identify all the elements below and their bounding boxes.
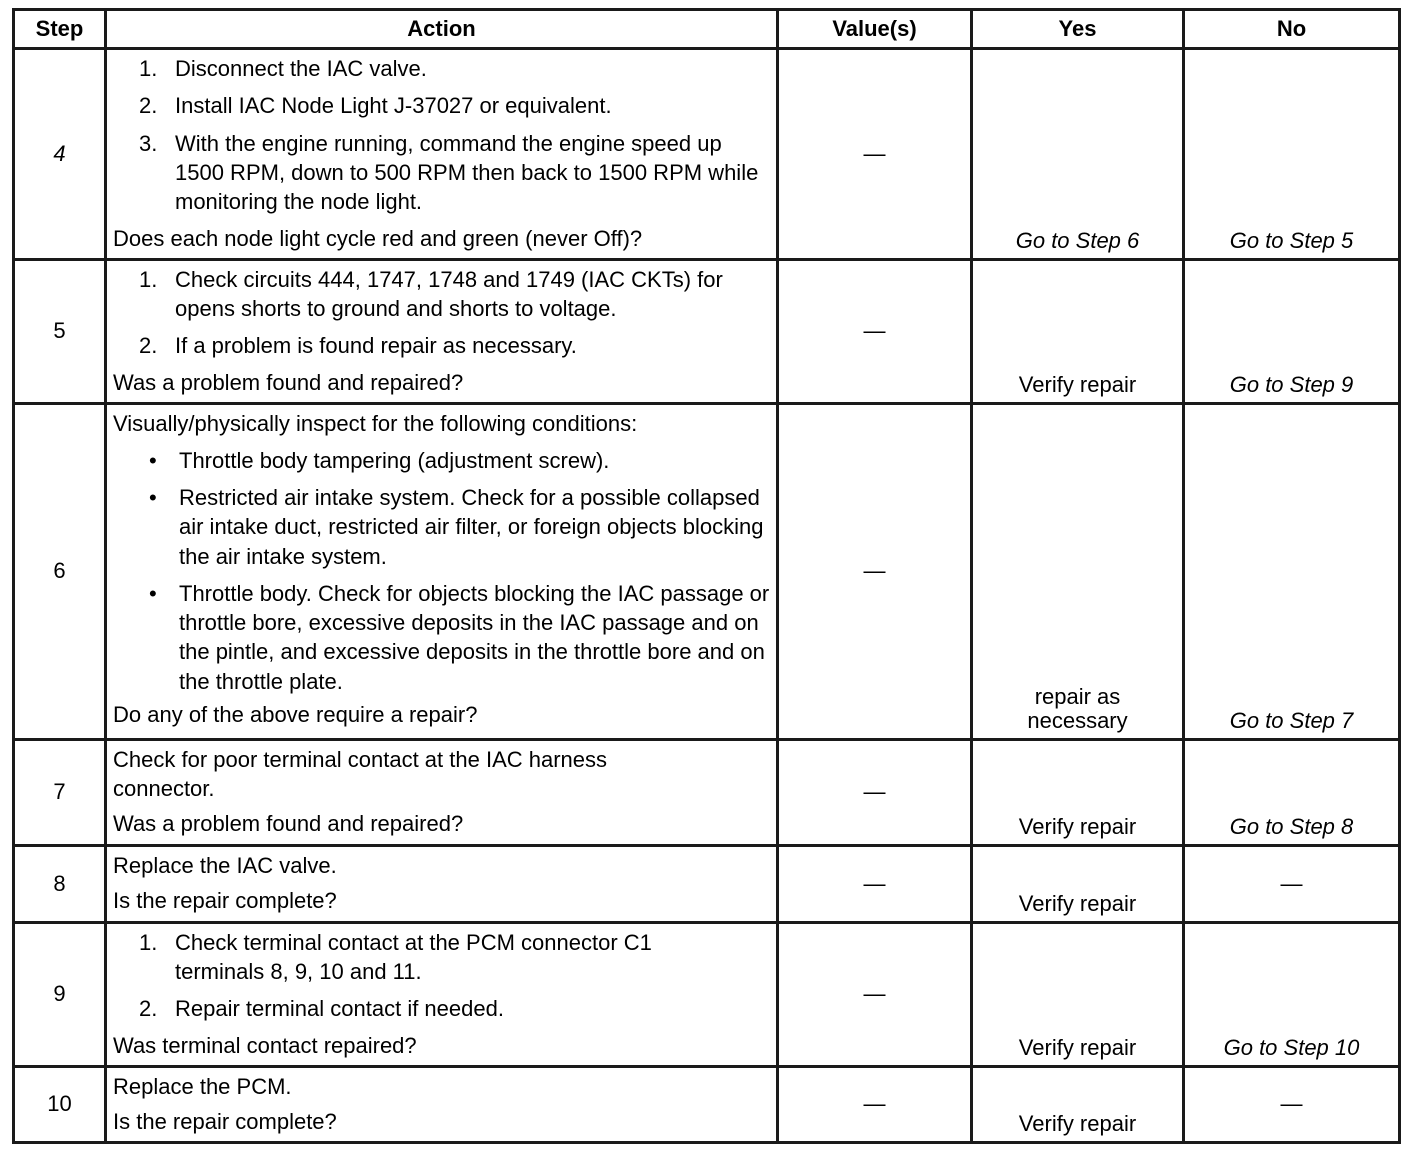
list-item: • Throttle body. Check for objects blocking the IAC passage or throttle bore, excessive deposits in the IAC passage and on the pintle, and excessive deposits in the throttle bore and on the throttle plate. <box>149 580 770 694</box>
question: Is the repair complete? <box>113 887 337 913</box>
action-cell <box>106 259 778 403</box>
question: Was a problem found and repaired? <box>113 370 464 396</box>
step-number: 4 <box>14 49 106 260</box>
action-text: Replace the IAC valve. <box>113 852 337 878</box>
action-intro: Visually/physically inspect for the following conditions: <box>113 410 638 436</box>
table-row <box>14 922 1400 1066</box>
action-text: Replace the PCM. <box>113 1073 292 1099</box>
yes-result: Verify repair <box>972 1066 1184 1142</box>
no-result: Go to Step 5 <box>1184 49 1400 260</box>
question: Do any of the above require a repair? <box>113 701 478 727</box>
table-row <box>14 739 1400 845</box>
step-number: 6 <box>14 403 106 739</box>
yes-result: Verify repair <box>972 845 1184 922</box>
action-cell <box>106 922 778 1066</box>
yes-result: Verify repair <box>972 922 1184 1066</box>
list-item: 3. With the engine running, command the engine speed up 1500 RPM, down to 500 RPM then back to 1500 RPM while monitoring the node light. <box>139 130 759 214</box>
list-item: 1. Check terminal contact at the PCM connector C1 terminals 8, 9, 10 and 11. <box>139 929 652 984</box>
no-result: Go to Step 9 <box>1184 259 1400 403</box>
header-no: No <box>1184 10 1400 49</box>
table-row <box>14 403 1400 739</box>
list-item: 1. Disconnect the IAC valve. <box>139 56 427 81</box>
diagnostic-table <box>12 8 1401 1144</box>
table-row <box>14 49 1400 260</box>
question: Does each node light cycle red and green (never Off)? <box>113 226 643 252</box>
no-result: — <box>1184 845 1400 922</box>
list-item: • Restricted air intake system. Check for a possible collapsed air intake duct, restricted air filter, or foreign objects blocking the air intake system. <box>149 485 764 569</box>
header-values: Value(s) <box>778 10 972 49</box>
action-cell <box>106 845 778 922</box>
value-cell: — <box>778 403 972 739</box>
step-number: 7 <box>14 739 106 845</box>
value-cell: — <box>778 845 972 922</box>
step-number: 10 <box>14 1066 106 1142</box>
step-number: 8 <box>14 845 106 922</box>
value-cell: — <box>778 49 972 260</box>
action-steps <box>113 928 770 1024</box>
no-result: — <box>1184 1066 1400 1142</box>
list-item: 2. Repair terminal contact if needed. <box>139 996 504 1021</box>
action-steps <box>113 54 770 216</box>
value-cell: — <box>778 922 972 1066</box>
action-steps <box>113 265 770 361</box>
table-row <box>14 1066 1400 1142</box>
table-row <box>14 259 1400 403</box>
step-number: 9 <box>14 922 106 1066</box>
header-step: Step <box>14 10 106 49</box>
header-row <box>14 10 1400 49</box>
question: Was a problem found and repaired? <box>113 811 464 836</box>
yes-result: Go to Step 6 <box>972 49 1184 260</box>
question: Is the repair complete? <box>113 1108 337 1134</box>
table-row <box>14 845 1400 922</box>
action-cell <box>106 49 778 260</box>
question: Was terminal contact repaired? <box>113 1033 417 1059</box>
list-item: 1. Check circuits 444, 1747, 1748 and 1749 (IAC CKTs) for opens shorts to ground and shorts to voltage. <box>139 266 723 321</box>
value-cell: — <box>778 1066 972 1142</box>
header-yes: Yes <box>972 10 1184 49</box>
yes-result: Verify repair <box>972 739 1184 845</box>
yes-result: Verify repair <box>972 259 1184 403</box>
list-item: 2. If a problem is found repair as necessary. <box>139 333 577 358</box>
value-cell: — <box>778 259 972 403</box>
list-item: • Throttle body tampering (adjustment screw). <box>149 447 610 473</box>
value-cell: — <box>778 739 972 845</box>
step-number: 5 <box>14 259 106 403</box>
yes-result: repair as necessary <box>972 403 1184 739</box>
action-text: Check for poor terminal contact at the IAC harness connector. <box>113 746 608 801</box>
no-result: Go to Step 10 <box>1184 922 1400 1066</box>
no-result: Go to Step 7 <box>1184 403 1400 739</box>
condition-list <box>113 446 770 696</box>
action-cell <box>106 403 778 739</box>
list-item: 2. Install IAC Node Light J-37027 or equivalent. <box>139 93 612 119</box>
header-action: Action <box>106 10 778 49</box>
diagnostic-table-page <box>12 8 1398 1144</box>
action-cell <box>106 739 778 845</box>
no-result: Go to Step 8 <box>1184 739 1400 845</box>
action-cell <box>106 1066 778 1142</box>
